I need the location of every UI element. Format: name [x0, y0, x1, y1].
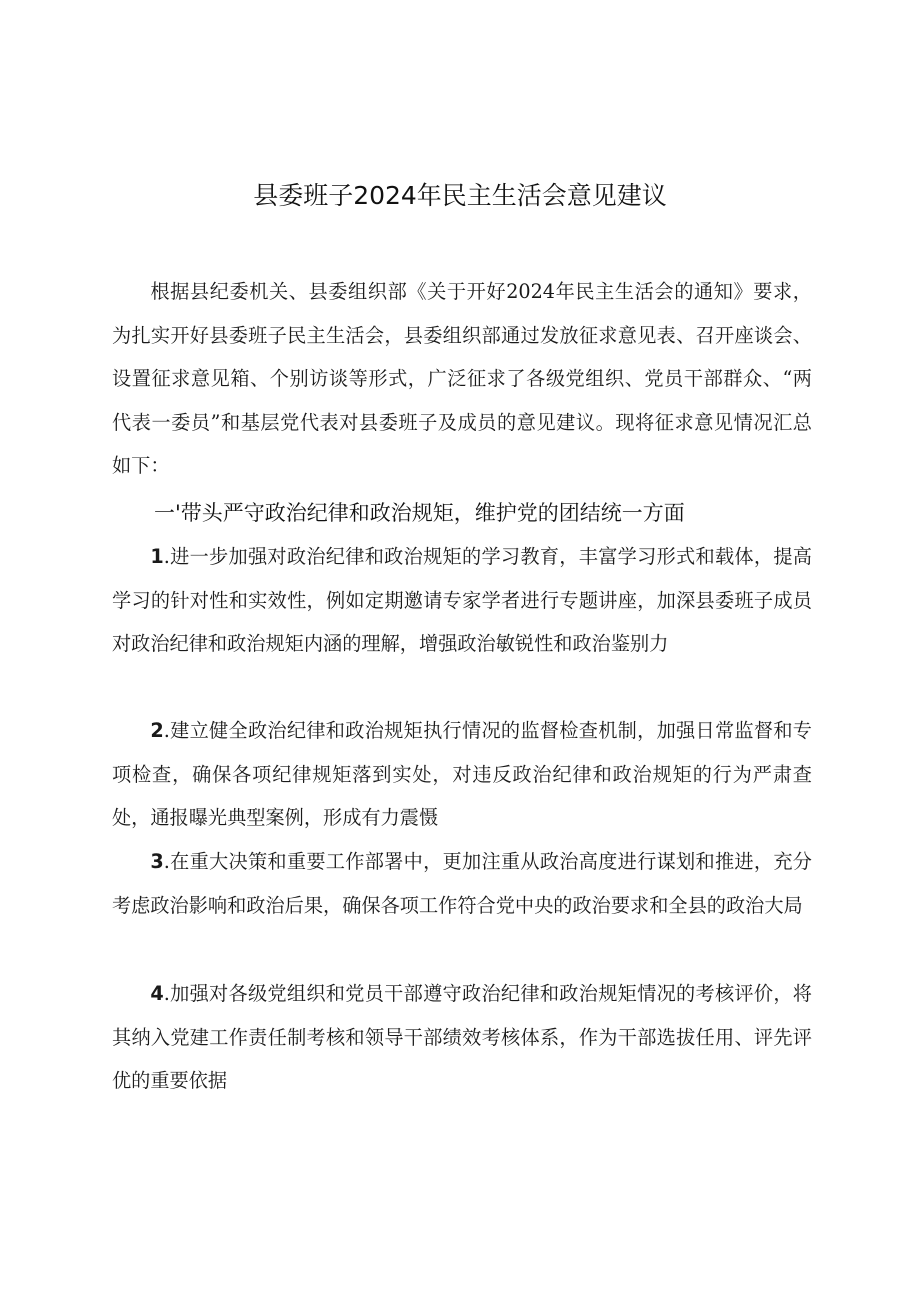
list-item-4	[112, 972, 812, 1103]
list-item-1	[112, 535, 812, 666]
list-item-3	[112, 840, 812, 927]
item-number: 3	[150, 850, 164, 873]
intro-paragraph: 根据县纪委机关、县委组织部《关于开好2024年民主生活会的通知》要求，为扎实开好县委班子民主生活会，县委组织部通过发放征求意见表、召开座谈会、设置征求意见箱、个别访谈等形式，广泛征求了各级党组织、党员干部群众、“两代表一委员”和基层党代表对县委班子及成员的意见建议。现将征求意见情况汇总如下：	[112, 280, 812, 477]
item-number: 4	[150, 982, 164, 1005]
item-text: .进一步加强对政治纪律和政治规矩的学习教育，丰富学习形式和载体，提高学习的针对性和实效性，例如定期邀请专家学者进行专题讲座，加深县委班子成员对政治纪律和政治规矩内涵的理解，增强政治敏锐性和政治鉴别力	[112, 545, 812, 655]
document-title: 县委班子2024年民主生活会意见建议	[253, 181, 667, 210]
item-number: 2	[150, 719, 164, 742]
section-heading: 一'带头严守政治纪律和政治规矩，维护党的团结统一方面	[154, 501, 685, 525]
item-text: .加强对各级党组织和党员干部遵守政治纪律和政治规矩情况的考核评价，将其纳入党建工作责任制考核和领导干部绩效考核体系，作为干部选拔任用、评先评优的重要依据	[112, 982, 812, 1092]
list-item-2	[112, 709, 812, 840]
item-text: .在重大决策和重要工作部署中，更加注重从政治高度进行谋划和推进，充分考虑政治影响和政治后果，确保各项工作符合党中央的政治要求和全县的政治大局	[112, 850, 812, 917]
item-text: .建立健全政治纪律和政治规矩执行情况的监督检查机制，加强日常监督和专项检查，确保各项纪律规矩落到实处，对违反政治纪律和政治规矩的行为严肃查处，通报曝光典型案例，形成有力震慑	[112, 719, 812, 829]
item-number: 1	[150, 545, 164, 568]
